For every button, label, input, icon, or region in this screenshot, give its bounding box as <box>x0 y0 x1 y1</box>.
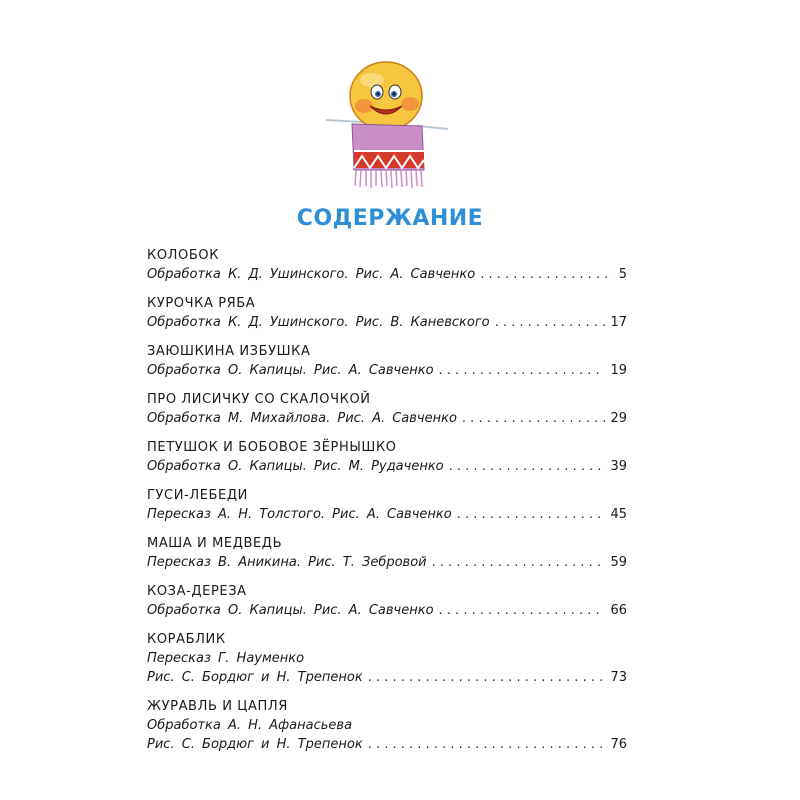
toc-entry-credit: Обработка А. Н. Афанасьева <box>147 718 353 733</box>
toc-entry-page-number: 59 <box>610 555 627 570</box>
toc-entry-credit: Пересказ Г. Науменко <box>147 651 305 666</box>
toc-entry-credit: Пересказ А. Н. Толстого. Рис. А. Савченко <box>147 507 452 522</box>
toc-entry-page-number: 19 <box>610 363 627 378</box>
toc-entry-credit-line <box>147 553 627 572</box>
toc-entry <box>147 535 627 572</box>
toc-entry-page-number: 73 <box>610 670 627 685</box>
toc-entry-title: ПРО ЛИСИЧКУ СО СКАЛОЧКОЙ <box>147 392 371 407</box>
toc-entry-credit-line <box>147 735 627 754</box>
dot-leader <box>480 265 614 284</box>
toc-entry-credit: Обработка О. Капицы. Рис. М. Рудаченко <box>147 459 444 474</box>
toc-entry-credit: Обработка К. Д. Ушинского. Рис. А. Савченко <box>147 267 476 282</box>
toc-entry-page-number: 39 <box>610 459 627 474</box>
dot-leader <box>439 361 606 380</box>
toc-entry-credit: Рис. С. Бордюг и Н. Трепенок <box>147 670 363 685</box>
toc-entry <box>147 439 627 476</box>
toc-entry-title: КОЛОБОК <box>147 248 220 263</box>
toc-entry-credit: Рис. С. Бордюг и Н. Трепенок <box>147 737 363 752</box>
dot-leader <box>462 409 606 428</box>
toc-entry-title: ПЕТУШОК И БОБОВОЕ ЗЁРНЫШКО <box>147 440 397 455</box>
toc-entry <box>147 487 627 524</box>
toc-entry-page-number: 66 <box>610 603 627 618</box>
toc-entry <box>147 391 627 428</box>
table-of-contents <box>147 247 627 765</box>
toc-entry-page-number: 29 <box>610 411 627 426</box>
toc-entry-page-number: 5 <box>618 267 627 282</box>
toc-entry-page-number: 45 <box>610 507 627 522</box>
toc-entry-credit-line <box>147 649 627 668</box>
toc-entry-page-number: 76 <box>610 737 627 752</box>
page-title: СОДЕРЖАНИЕ <box>296 206 484 231</box>
toc-entry <box>147 247 627 284</box>
toc-entry <box>147 343 627 380</box>
toc-entry-credit-line <box>147 505 627 524</box>
toc-entry <box>147 631 627 687</box>
toc-entry-credit: Обработка М. Михайлова. Рис. А. Савченко <box>147 411 457 426</box>
toc-entry-credit: Обработка О. Капицы. Рис. А. Савченко <box>147 363 434 378</box>
toc-entry-credit-line <box>147 457 627 476</box>
toc-entry-credit-line <box>147 601 627 620</box>
toc-entry-credit-line <box>147 265 627 284</box>
toc-entry-credit-line <box>147 668 627 687</box>
toc-entry-credit-line <box>147 313 627 332</box>
toc-entry-title: МАША И МЕДВЕДЬ <box>147 536 283 551</box>
toc-entry <box>147 583 627 620</box>
toc-entry-page-number: 17 <box>610 315 627 330</box>
toc-entry-title: ЖУРАВЛЬ И ЦАПЛЯ <box>147 699 288 714</box>
toc-entry-title: КОЗА-ДЕРЕЗА <box>147 584 247 599</box>
toc-entry-credit-line <box>147 716 627 735</box>
toc-entry-credit-line <box>147 361 627 380</box>
toc-entry-title: ГУСИ-ЛЕБЕДИ <box>147 488 248 503</box>
toc-entry-credit-line <box>147 409 627 428</box>
toc-entry-title: ЗАЮШКИНА ИЗБУШКА <box>147 344 311 359</box>
dot-leader <box>368 668 606 687</box>
dot-leader <box>495 313 606 332</box>
dot-leader <box>457 505 606 524</box>
dot-leader <box>432 553 606 572</box>
toc-entry <box>147 295 627 332</box>
kolobok-illustration-icon <box>322 52 452 194</box>
toc-entry-credit: Пересказ В. Аникина. Рис. Т. Зебровой <box>147 555 427 570</box>
dot-leader <box>368 735 606 754</box>
toc-entry-title: КУРОЧКА РЯБА <box>147 296 256 311</box>
toc-entry-title: КОРАБЛИК <box>147 632 226 647</box>
dot-leader <box>439 601 606 620</box>
toc-entry-credit: Обработка К. Д. Ушинского. Рис. В. Каневского <box>147 315 490 330</box>
toc-entry <box>147 698 627 754</box>
dot-leader <box>449 457 606 476</box>
toc-entry-credit: Обработка О. Капицы. Рис. А. Савченко <box>147 603 434 618</box>
